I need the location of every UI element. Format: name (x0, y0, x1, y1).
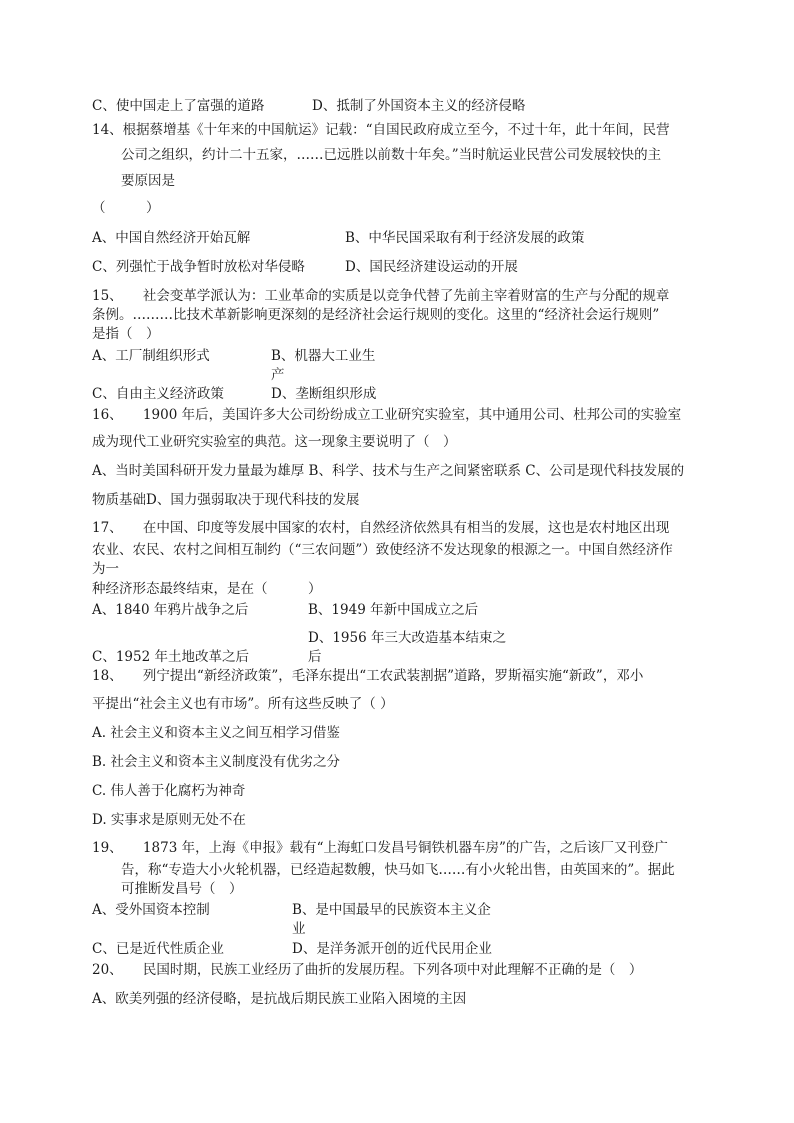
q15-option-d: D、垄断组织形成 (271, 386, 377, 402)
q17-option-d-cont: 后 (308, 649, 322, 665)
q18-option-c: C. 伟人善于化腐朽为神奇 (92, 783, 246, 799)
q17-option-d: D、1956 年三大改造基本结束之 (308, 630, 506, 646)
q19-stem-line1: 19、 1873 年，上海《申报》载有“上海虹口发昌号铜铁机器车房”的广告，之后该厂又刊登广 (92, 840, 668, 856)
q17-stem-line3: 为一 (92, 561, 119, 577)
q19-option-b: B、是中国最早的民族资本主义企 (292, 902, 491, 918)
q19-option-b-cont: 业 (292, 921, 306, 937)
q14-option-d: D、国民经济建设运动的开展 (345, 259, 518, 275)
q19-stem-line3: 可推断发昌号（ ） (121, 881, 243, 897)
q17-option-b: B、1949 年新中国成立之后 (308, 602, 479, 618)
q20-option-a: A、欧美列强的经济侵略，是抗战后期民族工业陷入困境的主因 (92, 991, 467, 1007)
q17-stem-line4: 种经济形态最终结束，是在（ ） (92, 581, 322, 597)
q14-stem-line2: 公司之组织，约计二十五家，……已远胜以前数十年矣。”当时航运业民营公司发展较快的主 (121, 147, 662, 163)
q17-option-a: A、1840 年鸦片战争之后 (92, 602, 249, 618)
q19-option-c: C、已是近代性质企业 (92, 941, 224, 957)
q14-option-a: A、中国自然经济开始瓦解 (92, 230, 251, 246)
q15-stem-line3: 是指（ ） (92, 326, 160, 342)
q16-stem-line2: 成为现代工业研究实验室的典范。这一现象主要说明了（ ） (92, 434, 457, 450)
q15-option-a: A、工厂制组织形式 (92, 348, 210, 364)
q14-stem-line3: 要原因是 (121, 173, 175, 189)
q15-option-c: C、自由主义经济政策 (92, 386, 224, 402)
q14-option-c: C、列强忙于战争暂时放松对华侵略 (92, 259, 305, 275)
q17-stem-line1: 17、 在中国、印度等发展中国家的农村，自然经济依然具有相当的发展，这也是农村地区出现 (92, 520, 670, 536)
q15-option-b: B、机器大工业生 (271, 348, 376, 364)
q14-stem-line1: 14、根据蔡增基《十年来的中国航运》记载：“自国民政府成立至今，不过十年，此十年间，民营 (92, 122, 670, 138)
q16-options-line2: 物质基础D、国力强弱取决于现代科技的发展 (92, 492, 360, 508)
q14-answer-blank: （ ） (92, 200, 160, 216)
q18-stem-line1: 18、 列宁提出“新经济政策”，毛泽东提出“工农武装割据”道路，罗斯福实施“新政”，邓小 (92, 668, 644, 684)
q18-option-b: B. 社会主义和资本主义制度没有优劣之分 (92, 754, 341, 770)
q15-option-b-cont: 产 (271, 367, 285, 383)
q17-option-c: C、1952 年土地改革之后 (92, 649, 249, 665)
q15-stem-line1: 15、 社会变革学派认为：工业革命的实质是以竞争代替了先前主宰着财富的生产与分配的规章 (92, 288, 670, 304)
q19-option-d: D、是洋务派开创的近代民用企业 (292, 941, 492, 957)
q16-options-line1: A、当时美国科研开发力量最为雄厚 B、科学、技术与生产之间紧密联系 C、公司是现代科技发展的 (92, 463, 685, 479)
q13-option-c: C、使中国走上了富强的道路 (92, 98, 265, 114)
q19-stem-line2: 告，称“专造大小火轮机器，已经造起数艘，快马如飞……有小火轮出售，由英国来的”。据此 (121, 862, 675, 878)
q18-option-a: A. 社会主义和资本主义之间互相学习借鉴 (92, 725, 340, 741)
q20-stem: 20、 民国时期，民族工业经历了曲折的发展历程。下列各项中对此理解不正确的是（ ） (92, 962, 643, 978)
q18-stem-line2: 平提出“社会主义也有市场”。所有这些反映了（ ） (92, 696, 394, 712)
q19-option-a: A、受外国资本控制 (92, 902, 210, 918)
q13-option-d: D、抵制了外国资本主义的经济侵略 (312, 98, 526, 114)
q18-option-d: D. 实事求是原则无处不在 (92, 812, 246, 828)
q16-stem-line1: 16、 1900 年后，美国许多大公司纷纷成立工业研究实验室，其中通用公司、杜邦公司的实验室 (92, 407, 682, 423)
q17-stem-line2: 农业、农民、农村之间相互制约（“三农问题”）致使经济不发达现象的根源之一。中国自然经济作 (92, 542, 673, 558)
q15-stem-line2: 条例。………比技术革新影响更深刻的是经济社会运行规则的变化。这里的“经济社会运行规则” (92, 307, 660, 323)
q14-option-b: B、中华民国采取有利于经济发展的政策 (345, 230, 585, 246)
